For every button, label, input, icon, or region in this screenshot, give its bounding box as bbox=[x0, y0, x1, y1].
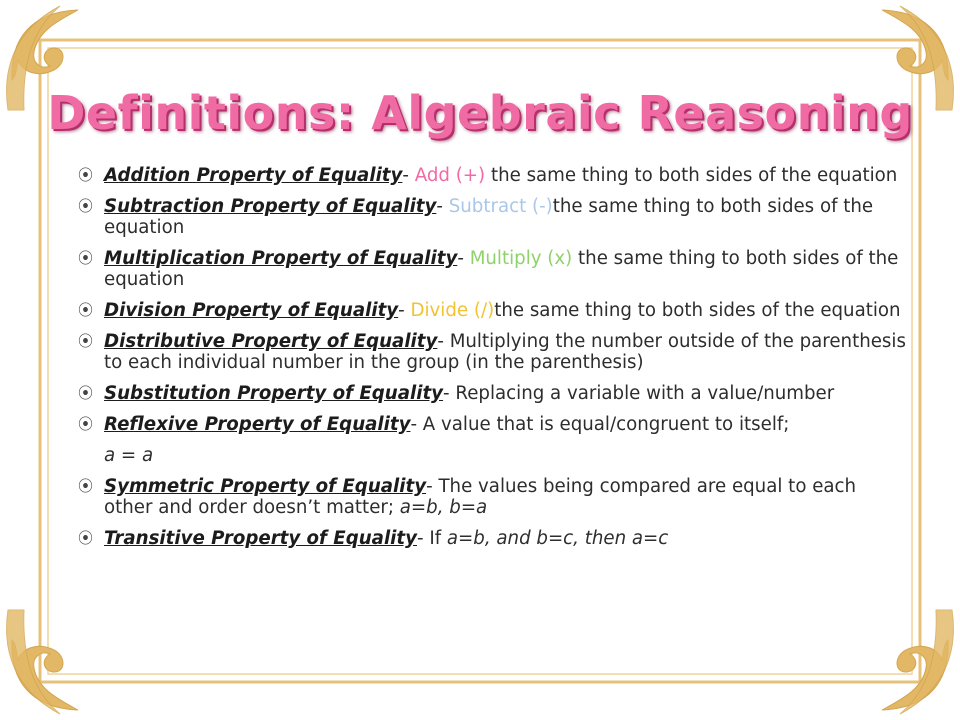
list-item: ⦿ Reflexive Property of Equality- A value that is equal/congruent to itself; bbox=[78, 414, 790, 435]
bullet-icon: ⦿ bbox=[78, 197, 94, 215]
operation-label: Divide (/) bbox=[410, 300, 495, 321]
bullet-icon: ⦿ bbox=[78, 166, 94, 184]
list-item: ⦿ Substitution Property of Equality- Replacing a variable with a value/number bbox=[78, 383, 835, 404]
bullet-icon: ⦿ bbox=[78, 332, 94, 350]
term: Transitive Property of Equality bbox=[104, 528, 417, 549]
list-item: ⦿ Transitive Property of Equality- If a=b, and b=c, then a=c bbox=[78, 528, 669, 549]
term: Subtraction Property of Equality bbox=[104, 196, 437, 217]
term: Multiplication Property of Equality bbox=[104, 248, 458, 269]
term: Distributive Property of Equality bbox=[104, 331, 438, 352]
bullet-icon: ⦿ bbox=[78, 301, 94, 319]
operation-label: Multiply (x) bbox=[469, 248, 573, 269]
term: Addition Property of Equality bbox=[104, 165, 403, 186]
list-item: ⦿ Addition Property of Equality- Add (+) the same thing to both sides of the equation bbox=[78, 165, 898, 186]
slide-title: Definitions: Algebraic Reasoning bbox=[47, 86, 913, 140]
list-item: ⦿ Multiplication Property of Equality- Multiply (x) the same thing to both sides of the equation bbox=[78, 248, 899, 290]
term: Symmetric Property of Equality bbox=[104, 476, 427, 497]
bullet-icon: ⦿ bbox=[78, 249, 94, 267]
list-item: ⦿ Subtraction Property of Equality- Subtract (-)the same thing to both sides of the equation bbox=[78, 196, 874, 238]
operation-label: Add (+) bbox=[414, 165, 486, 186]
list-item: ⦿ Distributive Property of Equality- Multiplying the number outside of the parenthesis to each individual number in the group (in the parenthesis) bbox=[78, 331, 906, 373]
bullet-icon: ⦿ bbox=[78, 477, 94, 495]
list-item: ⦿ Symmetric Property of Equality- The values being compared are equal to each other and order doesn’t matter; a=b, b=a bbox=[78, 476, 857, 518]
operation-label: Subtract (-) bbox=[448, 196, 553, 217]
bullet-icon: ⦿ bbox=[78, 384, 94, 402]
term: Substitution Property of Equality bbox=[104, 383, 444, 404]
list-item: ⦿ Division Property of Equality- Divide (/)the same thing to both sides of the equation bbox=[78, 300, 901, 321]
term: Division Property of Equality bbox=[104, 300, 399, 321]
bullet-icon: ⦿ bbox=[78, 529, 94, 547]
definitions-list bbox=[78, 165, 908, 559]
reflexive-example: a = a bbox=[104, 445, 154, 466]
symmetric-example: a=b, b=a bbox=[399, 497, 488, 518]
bullet-icon: ⦿ bbox=[78, 415, 94, 433]
transitive-example: a=b, and b=c, then a=c bbox=[446, 528, 669, 549]
term: Reflexive Property of Equality bbox=[104, 414, 411, 435]
